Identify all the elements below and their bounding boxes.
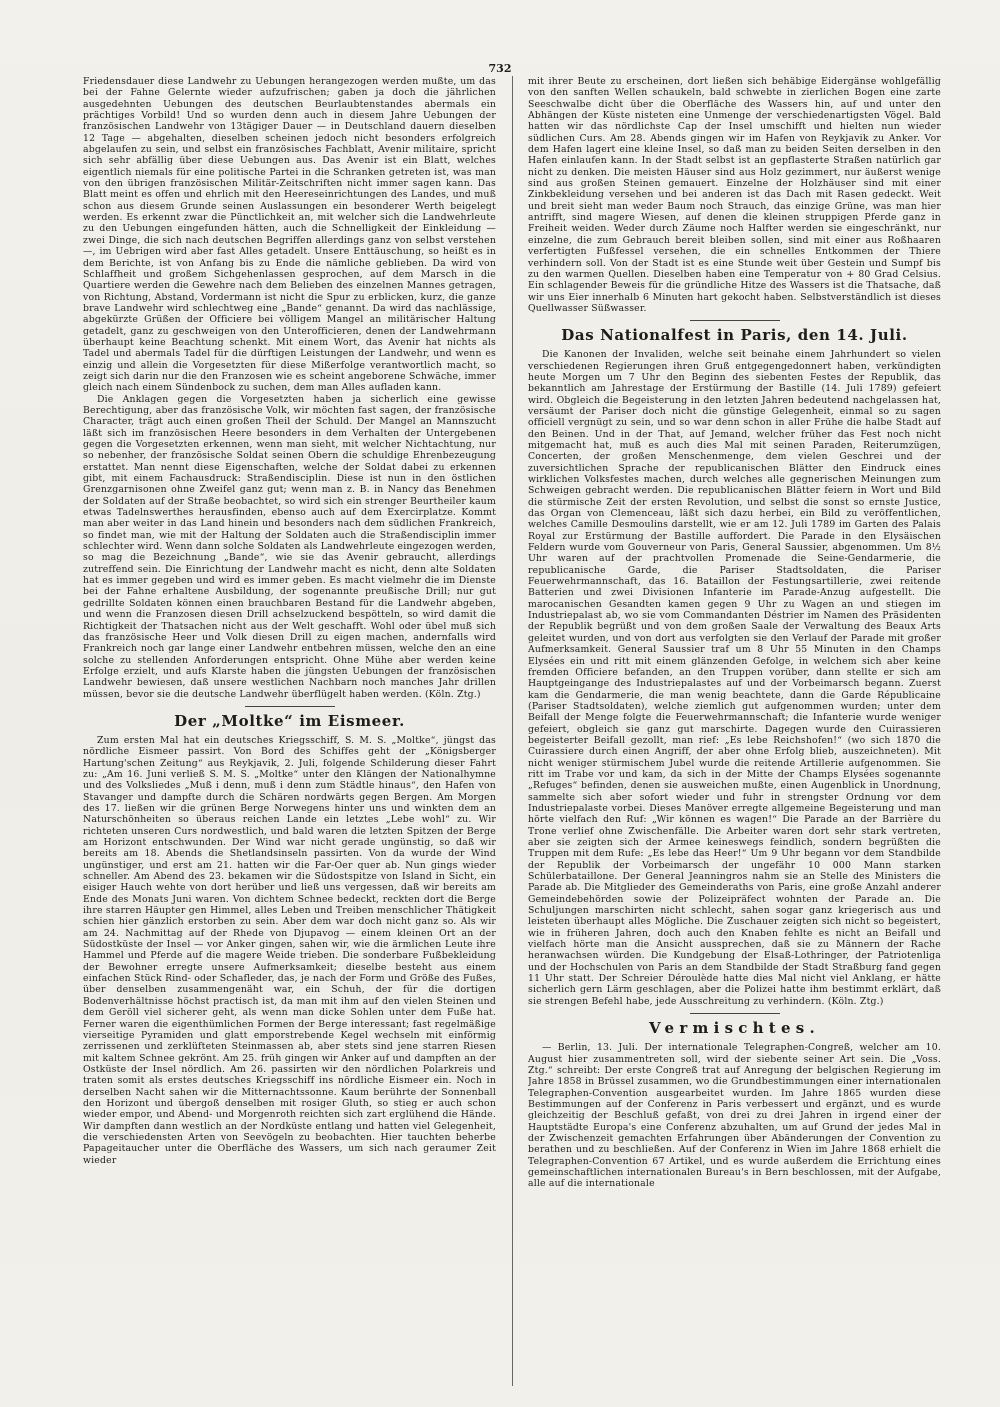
section-divider <box>245 706 335 707</box>
article-paragraph: Zum ersten Mal hat ein deutsches Kriegsschiff, S. M. S. „Moltke“, jüngst das nördliche Eismeer passirt. Von Bord des Schiffes geht der „Königsberger Hartung'schen Zeitung“ aus Reykjavik, 2. Juli, folgende Schilderung dieser Fahrt zu: „Am 16. Juni verließ S. M. S. „Moltke“ unter den Klängen der Nationalhymne und des Volksliedes „Muß i denn, muß i denn zum Städtle hinaus“, den Hafen von Stavanger und dampfte durch die Schären nordwärts gegen Bergen. Am Morgen des 17. ließen wir die grünen Berge Norwegens hinter uns und winkten dem an Naturschönheiten so überaus reichen Lande ein letztes „Lebe wohl“ zu. Wir richteten unseren Curs nordwestlich, und bald waren die letzten Spitzen der Berge am Horizont entschwunden. Der Wind war nicht gerade ungünstig, so daß wir bereits am 18. Abends die Shetlandsinseln passirten. Von da wurde der Wind ungünstiger, und erst am 21. hatten wir die Far-Oer quer ab. Nun gings wieder schneller. Am Abend des 23. bekamen wir die Südostspitze von Island in Sicht, ein eisiger Hauch wehte von dort herüber und ließ uns vergessen, daß wir bereits am Ende des Monats Juni waren. Von dichtem Schnee bedeckt, reckten dort die Berge ihre starren Häupter gen Himmel, alles Leben und Treiben menschlicher Thätigkeit schien hier gänzlich erstorben zu sein. Aber dem war doch nicht ganz so. Als wir am 24. Nachmittag auf der Rhede von Djupavog — einem kleinen Ort an der Südostküste der Insel — vor Anker gingen, sahen wir, wie die ärmlichen Leute ihre Hammel und Pferde auf die magere Weide trieben. Die sonderbare Fußbekleidung der Bewohner erregte unsere Aufmerksamkeit; dieselbe besteht aus einem einfachen Stück Rind- oder Schafleder, das, je nach der Form und Größe des Fußes, über denselben zusammengenäht war, ein Schuh, der für die dortigen Bodenverhältnisse höchst practisch ist, da man mit ihm auf den vielen Steinen und dem Geröll viel sicherer geht, als wenn man dicke Sohlen unter dem Fuße hat. Ferner waren die eigenthümlichen Formen der Berge interessant; fast regelmäßige vierseitige Pyramiden und glatt emporstrebende Kegel wechseln mit einförmig zerrissenen und zerklüfteten Steinmassen ab, aber stets sind jene starren Riesen mit kaltem Schnee gekrönt. Am 25. früh gingen wir Anker auf und dampften an der Ostküste der Insel nördlich. Am 26. passirten wir den nördlichen Polarkreis und traten somit als erstes deutsches Kriegsschiff ins nördliche Eismeer ein. Noch in derselben Nacht sahen wir die Mitternachtssonne. Kaum berührte der Sonnenball den Horizont und übergoß denselben mit rosiger Gluth, so stieg er auch schon wieder empor, und Abend- und Morgenroth reichten sich zart erglühend die Hände. Wir dampften dann westlich an der Nordküste entlang und hatten viel Gelegenheit, die verschiedensten Arten von Seevögeln zu beobachten. Hier tauchten beherbe Papageitaucher unter die Oberfläche des Wassers, um sich nach geraumer Zeit wieder <box>83 734 496 1166</box>
article-paragraph: — Berlin, 13. Juli. Der internationale Telegraphen-Congreß, welcher am 10. August hier zusammentreten soll, wird der siebente seiner Art sein. Die „Voss. Ztg.“ schreibt: Der erste Congreß trat auf Anregung der belgischen Regierung im Jahre 1858 in Brüssel zusammen, wo die Grundbestimmungen einer internationalen Telegraphen-Convention ausgearbeitet wurden. Im Jahre 1865 wurden diese Bestimmungen auf der Conferenz in Paris verbessert und ergänzt, und es wurde gleichzeitig der Beschluß gefaßt, von drei zu drei Jahren in irgend einer der Hauptstädte Europa's eine Conferenz abzuhalten, um auf Grund der jedes Mal in der Zwischenzeit gemachten Erfahrungen über Abänderungen der Convention zu berathen und zu beschließen. Auf der Conferenz in Wien im Jahre 1868 erhielt die Telegraphen-Convention 67 Artikel, und es wurde außerdem die Errichtung eines gemeinschaftlichen internationalen Bureau's in Bern beschlossen, mit der Aufgabe, alle auf die internationale <box>528 1042 941 1190</box>
article-paragraph: Die Kanonen der Invaliden, welche seit beinahe einem Jahrhundert so vielen verschiedenen Regierungen ihren Gruß entgegengedonnert haben, verkündigten heute Morgen um 7 Uhr den Beginn des siebenten Festes der Republik, das bekanntlich am Jahrestage der Erstürmung der Bastille (14. Juli 1789) gefeiert wird. Obgleich die Begeisterung in den letzten Jahren bedeutend nachgelassen hat, versäumt der Pariser doch nicht die günstige Gelegenheit, einmal so zu sagen officiell vergnügt zu sein, und so war denn schon in aller Frühe die halbe Stadt auf den Beinen. Und in der That, auf Jemand, welcher früher das Fest noch nicht mitgemacht hat, muß es auch dies Mal mit seinen Paraden, Reiterumzügen, Concerten, der großen Menschenmenge, dem vielen Geschrei und der zuversichtlichen Sprache der republicanischen Blätter den Eindruck eines wirklichen Volksfestes machen, durch welches alle gegnerischen Meinungen zum Schweigen gebracht werden. Die republicanischen Blätter feiern in Wort und Bild die stürmische Zeit der ersten Revolution, und selbst die sonst so ernste Justice, das Organ von Clemenceau, läßt sich dazu herbei, ein Bild zu veröffentlichen, welches Camille Desmoulins darstellt, wie er am 12. Juli 1789 im Garten des Palais Royal zur Erstürmung der Bastille auffordert. Die Parade in den Elysäischen Feldern wurde vom Gouverneur von Paris, General Saussier, abgenommen. Um 8½ Uhr waren auf der prachtvollen Promenade die Seine-Gendarmerie, die republicanische Garde, die Pariser Stadtsoldaten, die Pariser Feuerwehrmannschaft, das 16. Bataillon der Festungsartillerie, zwei reitende Batterien und zwei Divisionen Infanterie im Parade-Anzug aufgestellt. Die marocanischen Gesandten kamen gegen 9 Uhr zu Wagen an und stiegen im Industriepalast ab, wo sie vom Commandanten Déstrier im Namen des Präsidenten der Republik begrüßt und von dem großen Saale der Verwaltung des Beaux Arts geleitet wurden, und von dort aus verfolgten sie den Verlauf der Parade mit großer Aufmerksamkeit. General Saussier traf um 8 Uhr 55 Minuten in den Champs Elysées ein und ritt mit einem glänzenden Gefolge, in welchem sich aber keine fremden Officiere befanden, an den Truppen vorüber, dann stellte er sich am Hauptgeingange des Industriepalastes auf und der Vorbeimarsch begann. Zuerst kam die Gendarmerie, die man wenig beachtete, dann die Garde Républicaine (Pariser Stadtsoldaten), welche ziemlich gut aufgenommen wurden; unter dem Beifall der Menge folgte die Feuerwehrmannschaft; die Infanterie wurde weniger gefeiert, obgleich sie ganz gut marschirte. Dagegen wurde den Cuirassieren begeisterter Beifall gezollt, man rief: „Es lebe Reichshofen!“ (wo sich 1870 die Cuirassiere durch einen Angriff, der aber ohne Erfolg blieb, auszeichneten). Mit nicht weniger stürmischem Jubel wurde die reitende Artillerie aufgenommen. Sie ritt im Trabe vor und kam, da sich in der Mitte der Champs Elysées sogenannte „Refuges“ befinden, denen sie ausweichen mußte, einen Augenblick in Unordnung, sammelte sich aber sofort wieder und fuhr in strengster Ordnung vor dem Industriepalaste vorbei. Dieses Manöver erregte allgemeine Begeisterung und man hörte vielfach den Ruf: „Wir können es wagen!“ Die Parade an der Barrière du Trone verlief ohne Zwischenfälle. Die Arbeiter waren dort sehr stark vertreten, aber sie zeigten sich der Armee keineswegs feindlich, sondern begrüßten die Truppen mit dem Rufe: „Es lebe das Heer!“ Um 9 Uhr begann vor dem Standbilde der Republik der Vorbeimarsch der ungefähr 10 000 Mann starken Schülerbataillone. Der General Jeanningros nahm sie an Stelle des Ministers die Parade ab. Die Mitglieder des Gemeinderaths von Paris, eine große Anzahl anderer Gemeindebehörden sowie der Polizeipräfect wohnten der Parade an. Die Schuljungen marschirten nicht schlecht, sahen sogar ganz kriegerisch aus und leisteten überhaupt alles Mögliche. Die Zuschauer zeigten sich nicht so begeistert, wie in früheren Jahren, doch auch den Knaben fehlte es nicht an Beifall und vielfach hörte man die Ansicht aussprechen, daß sie zu Männern der Rache heranwachsen würden. Die Kundgebung der Elsaß-Lothringer, der Patriotenliga und der Hochschulen von Paris an dem Standbilde der Stadt Straßburg fand gegen 11 Uhr statt. Der Schreier Déroulède hatte dies Mal nicht viel Anklang, er hätte sicherlich gern Lärm geschlagen, aber die Polizei hatte ihm bestimmt erklärt, daß sie strengen Befehl habe, jede Ausschreitung zu verhindern. (Köln. Ztg.) <box>528 349 941 1007</box>
section-divider <box>690 320 780 321</box>
section-heading-moltke: Der „Moltke“ im Eismeer. <box>174 711 405 730</box>
right-column <box>528 76 941 1386</box>
article-paragraph: mit ihrer Beute zu erscheinen, dort ließen sich behäbige Eidergänse wohlgefällig von den sanften Wellen schaukeln, bald schwebte in zierlichen Bogen eine zarte Seeschwalbe dicht über die Oberfläche des Wassers hin, auf und unter den Abhängen der Küste nisteten eine Unmenge der verschiedenartigsten Vögel. Bald hatten wir das nördlichste Cap der Insel umschifft und hielten nun wieder südlichen Curs. Am 28. Abends gingen wir im Hafen von Reykjavik zu Anker. Vor dem Hafen lagert eine kleine Insel, so daß man zu beiden Seiten derselben in den Hafen einlaufen kann. In der Stadt selbst ist an gepflasterte Straßen natürlich gar nicht zu denken. Die meisten Häuser sind aus Holz gezimmert, nur äußerst wenige sind aus großen Steinen gemauert. Einzelne der Holzhäuser sind mit einer Zinkbekleidung versehen und bei anderen ist das Dach mit Rasen gedeckt. Weit und breit sieht man weder Baum noch Strauch, das einzige Grüne, was man hier antrifft, sind magere Wiesen, auf denen die kleinen struppigen Pferde ganz in Freiheit weiden. Weder durch Zäume noch Halfter werden sie eingeschränkt, nur einzelne, die zum Gebrauch bereit bleiben sollen, sind mit einer aus Roßhaaren verfertigten Fußfessel versehen, die ein schnelles Entkommen der Thiere verhindern soll. Von der Stadt ist es eine Stunde weit über Gestein und Sumpf bis zu den warmen Quellen. Dieselben haben eine Temperatur von + 80 Grad Celsius. Ein schlagender Beweis für die gründliche Hitze des Wassers ist die Thatsache, daß wir uns Eier innerhalb 6 Minuten hart gekocht haben. Selbstverständlich ist dieses Quellwasser Süßwasser. <box>528 76 941 314</box>
left-column <box>83 76 496 1386</box>
article-paragraph: Die Anklagen gegen die Vorgesetzten haben ja sicherlich eine gewisse Berechtigung, aber das französische Volk, wir möchten fast sagen, der französische Character, trägt auch einen großen Theil der Schuld. Der Mangel an Mannszucht läßt sich im französischen Heere besonders in dem Verhalten der Untergebenen gegen die Vorgesetzten erkennen, wenn man sieht, mit welcher Nichtachtung, nur so nebenher, der französische Soldat seinen Obern die schuldige Ehrenbezeugung erstattet. Man nennt diese Eigenschaften, welche der Soldat dabei zu erkennen gibt, mit einem Fachausdruck: Straßendisciplin. Diese ist nun in den östlichen Grenzgarnisonen ohne Zweifel ganz gut; wenn man z. B. in Nancy das Benehmen der Soldaten auf der Straße beobachtet, so wird sich ein strenger Beurtheiler kaum etwas Tadelnswerthes herausfinden, ebenso auch auf dem Exercirplatze. Kommt man aber weiter in das Land hinein und besonders nach dem südlichen Frankreich, so findet man, wie mit der Haltung der Soldaten auch die Straßendisciplin immer schlechter wird. Wenn dann solche Soldaten als Landwehrleute eingezogen werden, so mag die Bezeichnung „Bande“, wie sie das Avenir gebraucht, allerdings zutreffend sein. Die Einrichtung der Landwehr macht es nicht, denn alte Soldaten hat es immer gegeben und wird es immer geben. Es macht vielmehr die im Dienste bei der Fahne erhaltene Ausbildung, der sogenannte preußische Drill; nur gut gedrillte Soldaten können einen brauchbaren Bestand für die Landwehr abgeben, und wenn die Franzosen diesen Drill achselzuckend bespötteln, so wird damit die Richtigkeit der Thatsachen nicht aus der Welt geschafft. Wohl oder übel muß sich das französische Heer und Volk diesen Drill zu eigen machen, andernfalls wird Frankreich noch gar lange einer Landwehr entbehren müssen, welche den an eine solche zu stellenden Anforderungen entspricht. Ohne Mühe aber werden keine Erfolge erzielt, und aufs Klarste haben die jüngsten Uebungen der französischen Landwehr bewiesen, daß unsere westlichen Nachbarn noch manches Jahr drillen müssen, bevor sie die deutsche Landwehr überflügelt haben werden. (Köln. Ztg.) <box>83 393 496 700</box>
section-heading-nationalfest: Das Nationalfest in Paris, den 14. Juli. <box>561 326 908 345</box>
article-paragraph: Friedensdauer diese Landwehr zu Uebungen herangezogen werden mußte, um das bei der Fahne Gelernte wieder aufzufrischen; gaben ja doch die jährlichen ausgedehnten Uebungen des deutschen Beurlaubtenstandes abermals ein prächtiges Vorbild! Und so wurden denn auch in diesem Jahre Uebungen der französischen Landwehr von 13tägiger Dauer — in Deutschland dauern dieselben 12 Tage — abgehalten, dieselben scheinen jedoch nicht besonders erfolgreich abgelaufen zu sein, und selbst ein französisches Fachblatt, Avenir militaire, spricht sich sehr abfällig über diese Uebungen aus. Das Avenir ist ein Blatt, welches eigentlich niemals für eine politische Partei in die Schranken getreten ist, was man von den übrigen französischen Militär-Zeitschriften nicht immer sagen kann. Das Blatt meint es offen und ehrlich mit den Heereseinrichtungen des Landes, und muß schon aus diesem Grunde seinen Auslassungen ein besonderer Werth beigelegt werden. Es erkennt zwar die Pünctlichkeit an, mit welcher sich die Landwehrleute zu den Uebungen eingefunden hätten, auch die Schnelligkeit der Einkleidung — zwei Dinge, die sich nach deutschen Begriffen allerdings ganz von selbst verstehen —, im Uebrigen wird aber fast Alles getadelt. Unsere Enttäuschung, so heißt es in dem Berichte, ist von Anfang bis zu Ende die nämliche geblieben. Da wird von Schlaffheit und großem Sichgehenlassen gesprochen, auf dem Marsch in die Quartiere werden die Gewehre nach dem Belieben des einzelnen Mannes getragen, von Richtung, Abstand, Vordermann ist nicht die Spur zu erblicken, kurz, die ganze brave Landwehr wird schlechtweg eine „Bande“ genannt. Da wird das nachlässige, abgekürzte Grüßen der Officiere bei völligem Mangel an militärischer Haltung getadelt, ganz zu geschweigen von den Unterofficieren, denen der Landwehrmann überhaupt keine Beachtung schenkt. Mit einem Wort, das Avenir hat nichts als Tadel und abermals Tadel für die dürftigen Leistungen der Landwehr, und wenn es einzig und allein die Vorgesetzten für diese Mißerfolge verantwortlich macht, so zeigt sich darin nur die den Franzosen wie es scheint angeborene Schwäche, immer gleich nach einem Sündenbock zu suchen, dem man Alles aufladen kann. <box>83 76 496 394</box>
section-heading-vermischtes: Vermischtes. <box>649 1019 820 1038</box>
section-divider <box>690 1013 780 1014</box>
page-number: 732 <box>488 62 512 75</box>
column-divider <box>512 76 513 1386</box>
